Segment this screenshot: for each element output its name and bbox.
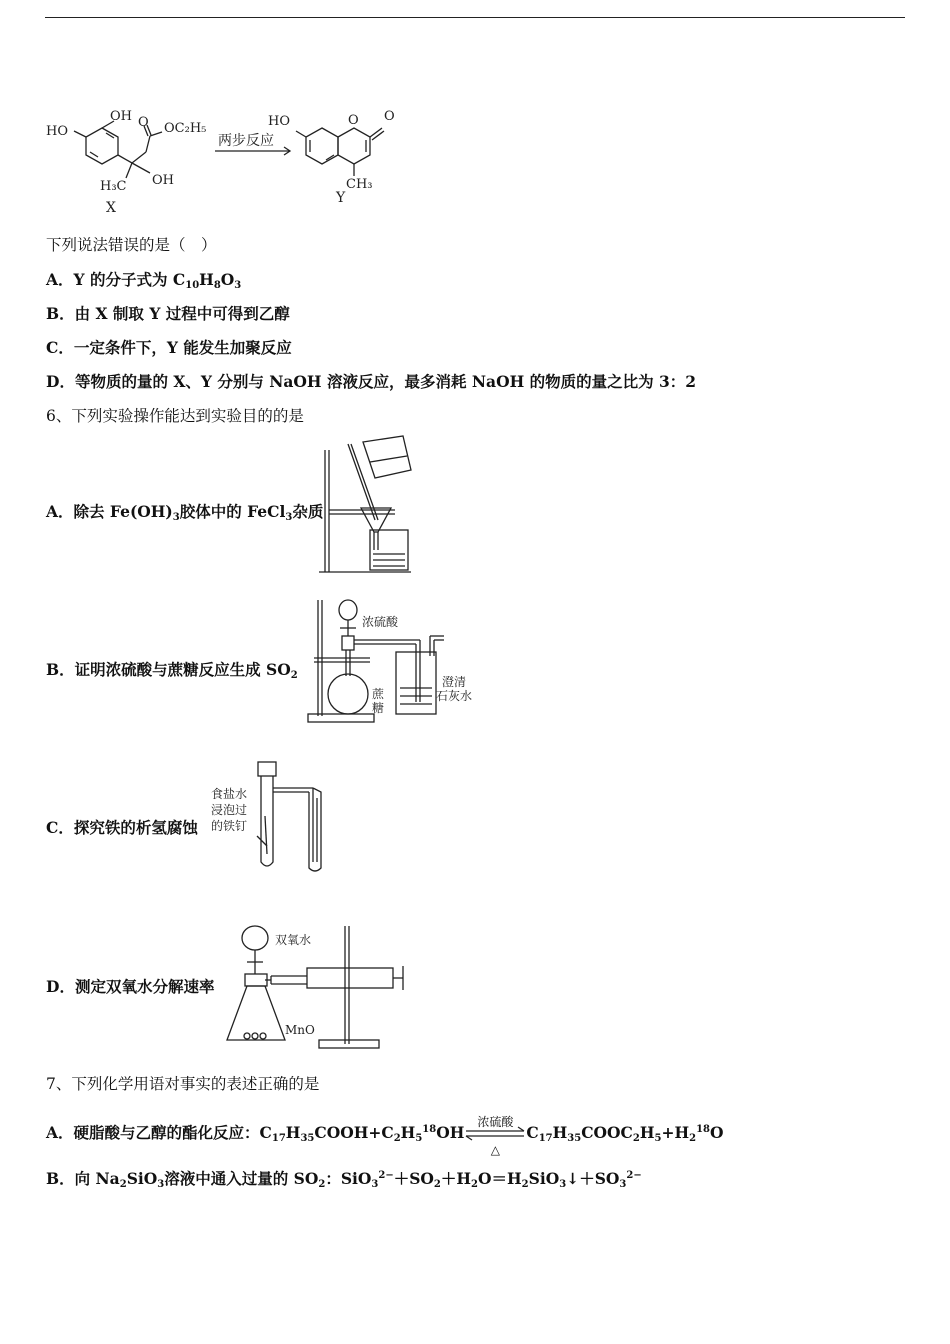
sugar-acid-apparatus-figure: [300, 596, 480, 726]
y-ho: HO: [268, 114, 290, 129]
q5-option-a: A．Y 的分子式为 $C_{10}H_8O_3$: [46, 270, 242, 291]
fig-b-sugar-label-2: 糖: [372, 701, 385, 715]
fig-c-nail-label-1: 食盐水: [211, 787, 248, 801]
x-ho: HO: [46, 124, 68, 139]
fig-b-limewater-label-1: 澄清: [442, 675, 467, 689]
filtration-apparatus-figure: [315, 432, 425, 577]
x-h3c: H₃C: [100, 179, 127, 194]
q5-stem: 下列说法错误的是（ ）: [46, 236, 217, 254]
reaction-scheme: [40, 100, 420, 220]
q5-option-c: C．一定条件下，Y 能发生加聚反应: [46, 338, 292, 357]
q7-option-b: B．向 $Na_2SiO_3$溶液中通入过量的 $SO_2$：$SiO_3^{2-}+SO_2+H_2O=H_2SiO_3↓+SO_3^{2-}$: [46, 1169, 642, 1190]
y-carbonyl-o: O: [384, 109, 395, 124]
fig-d-catalyst-label: MnO: [285, 1023, 315, 1037]
fig-c-nail-label-2: 浸泡过: [211, 803, 248, 817]
y-ring-o: O: [348, 113, 359, 128]
q6-option-a: A．除去 $Fe(OH)_3$胶体中的 FeCl$_3$杂质: [46, 502, 324, 523]
x-label: X: [106, 200, 116, 216]
hydrogen-corrosion-apparatus-figure: [205, 758, 335, 878]
header-rule: [45, 17, 905, 18]
x-oh-top: OH: [110, 109, 132, 124]
q6-option-c: C．探究铁的析氢腐蚀: [46, 818, 198, 837]
q5-option-d: D．等物质的量的 X、Y 分别与 NaOH 溶液反应，最多消耗 NaOH 的物质的量之比为 3：2: [46, 372, 697, 391]
x-ester-o: O: [138, 115, 149, 130]
q7-option-a: A．硬脂酸与乙醇的酯化反应：$C_{17}H_{35}COOH+C_2H_5^{18}OH$ 浓硫酸 △ $C_{17}H_{35}COOC_2H_5+H_2^{18}O$: [46, 1115, 724, 1157]
fig-d-peroxide-label: 双氧水: [275, 933, 312, 947]
arrow-label: 两步反应: [218, 133, 274, 149]
reversible-arrow: 浓硫酸 △: [464, 1124, 526, 1144]
q6-stem: 6、下列实验操作能达到实验目的的是: [46, 407, 304, 425]
peroxide-decomposition-apparatus-figure: [225, 918, 405, 1053]
q6-option-b: B．证明浓硫酸与蔗糖反应生成 $SO_2$: [46, 660, 298, 681]
q5-option-b: B．由 X 制取 Y 过程中可得到乙醇: [46, 304, 290, 323]
fig-b-sugar-label-1: 蔗: [372, 687, 385, 701]
y-label: Y: [336, 190, 346, 206]
fig-b-acid-label: 浓硫酸: [362, 615, 399, 629]
q6-option-d: D．测定双氧水分解速率: [46, 977, 215, 996]
x-ester-oc2h5: OC₂H₅: [164, 121, 207, 136]
fig-c-nail-label-3: 的铁钉: [211, 819, 248, 833]
y-ch3: CH₃: [346, 177, 373, 192]
q7-stem: 7、下列化学用语对事实的表述正确的是: [46, 1075, 320, 1093]
x-oh-side: OH: [152, 173, 174, 188]
fig-b-limewater-label-2: 石灰水: [436, 689, 473, 703]
